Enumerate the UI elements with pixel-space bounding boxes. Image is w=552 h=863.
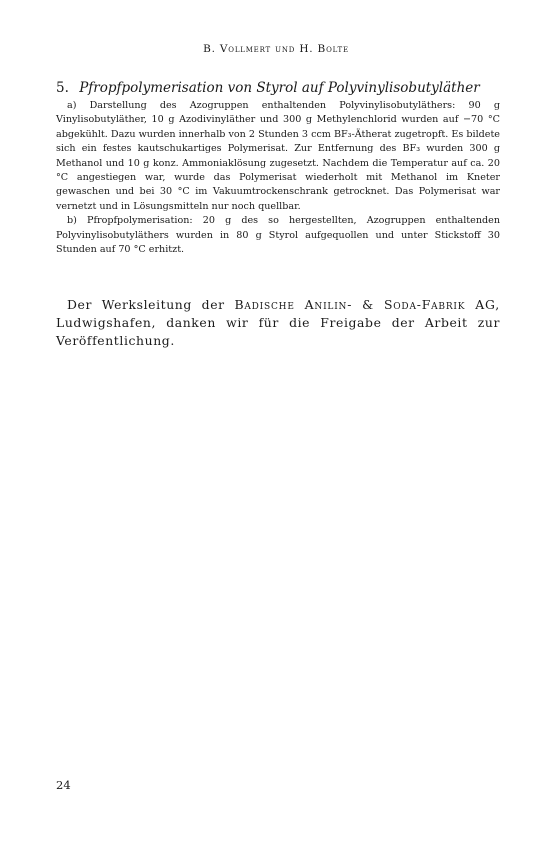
acknowledgement (56, 296, 500, 350)
section-number: 5. (56, 80, 69, 96)
paragraph-a: a) Darstellung des Azogruppen enthaltenden Polyvinylisobutyläthers: 90 g Vinylisobutyläther, 10 g Azodivinyläther und 300 g Methylenchlorid wurden auf −70 °C abgekühlt. Dazu wurden innerhalb von 2 Stunden 3 ccm BF₃-Ätherat zugetropft. Es bildete sich ein festes kautschukartiges Polymerisat. Zur Entfernung des BF₃ wurden 300 g Methanol und 10 g konz. Ammoniaklösung zugesetzt. Nachdem die Temperatur auf ca. 20 °C angestiegen war, wurde das Polymerisat wiederholt mit Methanol im Kneter gewaschen und bei 30 °C im Vakuumtrockenschrank getrocknet. Das Polymerisat war vernetzt und in Lösungsmitteln nur noch quellbar. (56, 100, 500, 212)
acknowledgement-paragraph (56, 296, 500, 350)
section-title: Pfropfpolymerisation von Styrol auf Polyvinylisobutyläther (79, 80, 480, 96)
page-number: 24 (56, 778, 71, 792)
acknowledgement-tail: Ludwigshafen, danken wir für die Freigabe der Arbeit zur Veröffentlichung. (56, 315, 500, 348)
running-head: B. Vollmert und H. Bolte (203, 43, 349, 55)
procedure-text (56, 99, 500, 257)
acknowledgement-lead: Der Werksleitung der (67, 297, 235, 312)
company-name: Badische Anilin- & Soda-Fabrik AG, (234, 297, 500, 312)
paragraph-b: b) Pfropfpolymerisation: 20 g des so hergestellten, Azogruppen enthaltenden Polyvinylisobutyläthers wurden in 80 g Styrol aufgequollen und unter Stickstoff 30 Stunden auf 70 °C erhitzt. (56, 215, 500, 256)
section-heading (56, 80, 506, 96)
